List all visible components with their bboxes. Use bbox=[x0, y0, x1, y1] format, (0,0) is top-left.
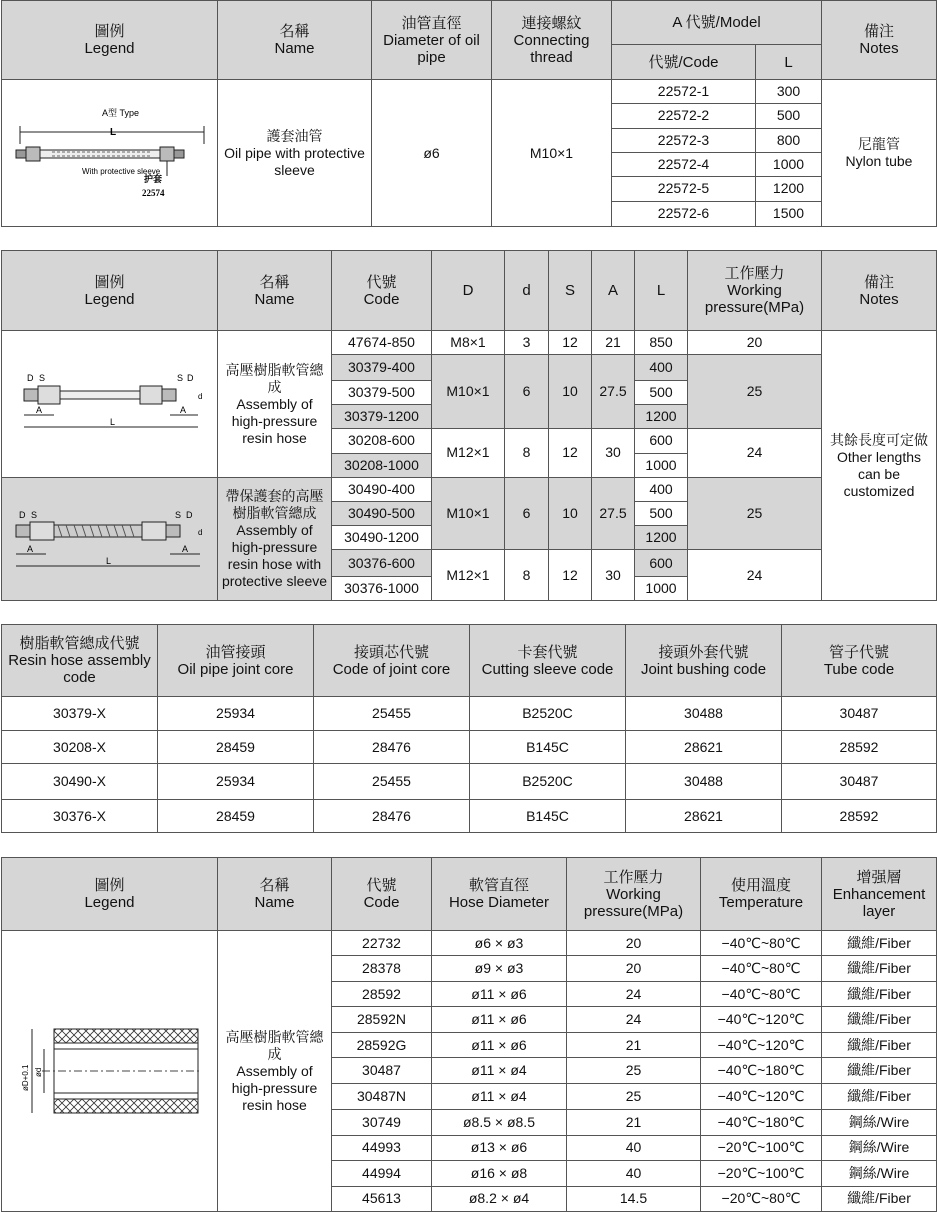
table-cell: 纖維/Fiber bbox=[822, 931, 937, 956]
L-cell: 400 bbox=[635, 478, 688, 502]
resin-hose-spec-table bbox=[1, 857, 937, 1212]
table-cell: 40 bbox=[567, 1135, 701, 1160]
svg-text:ød: ød bbox=[34, 1067, 43, 1077]
legend-resin-hose-illustration bbox=[2, 331, 218, 478]
table-cell: −40℃~80℃ bbox=[701, 982, 822, 1007]
code-cell: 22572-5 bbox=[612, 177, 756, 201]
table-cell: 25934 bbox=[158, 764, 314, 800]
table-cell: 25455 bbox=[314, 764, 470, 800]
table-cell: B2520C bbox=[470, 697, 626, 731]
svg-text:L: L bbox=[110, 417, 116, 427]
svg-text:D: D bbox=[27, 373, 34, 383]
A-cell: 21 bbox=[592, 331, 635, 355]
table-cell: 20 bbox=[567, 931, 701, 956]
header-name: 名稱 Name bbox=[218, 1, 372, 80]
table-cell: 鋼絲/Wire bbox=[822, 1135, 937, 1160]
table-cell: 40 bbox=[567, 1160, 701, 1186]
code-cell: 30208-1000 bbox=[332, 454, 432, 478]
d-cell: 6 bbox=[505, 478, 549, 550]
header-notes: 備注 Notes bbox=[822, 1, 937, 80]
L-cell: 600 bbox=[635, 550, 688, 577]
svg-text:D: D bbox=[186, 510, 193, 520]
d-cell: 8 bbox=[505, 428, 549, 478]
header-thread: 連接螺紋 Connecting thread bbox=[492, 1, 612, 80]
length-cell: 1500 bbox=[756, 201, 822, 226]
table-cell: 30487 bbox=[782, 764, 937, 800]
header-joint-core: 油管接頭 Oil pipe joint core bbox=[158, 625, 314, 697]
S-cell: 12 bbox=[549, 550, 592, 601]
table-cell: 30487 bbox=[782, 697, 937, 731]
table-cell: 28476 bbox=[314, 731, 470, 764]
svg-text:A: A bbox=[182, 544, 189, 554]
table-cell: 28476 bbox=[314, 800, 470, 833]
code-cell: 47674-850 bbox=[332, 331, 432, 355]
svg-text:D: D bbox=[19, 510, 26, 520]
header-working-pressure: 工作壓力 Working pressure(MPa) bbox=[688, 251, 822, 331]
table-cell: 纖維/Fiber bbox=[822, 1186, 937, 1211]
table-cell: −20℃~100℃ bbox=[701, 1160, 822, 1186]
table-cell: 30376-X bbox=[2, 800, 158, 833]
header-notes: 備注 Notes bbox=[822, 251, 937, 331]
code-cell: 22572-1 bbox=[612, 80, 756, 104]
table-cell: 纖維/Fiber bbox=[822, 982, 937, 1007]
name-high-pressure-resin-hose: 高壓樹脂軟管總成 Assembly of high-pressure resin hose bbox=[218, 331, 332, 478]
L-cell: 850 bbox=[635, 331, 688, 355]
table-cell: 30487N bbox=[332, 1084, 432, 1109]
table-cell: ø11 × ø6 bbox=[432, 982, 567, 1007]
header-joint-bushing: 接頭外套代號 Joint bushing code bbox=[626, 625, 782, 697]
table-cell: 14.5 bbox=[567, 1186, 701, 1211]
D-cell: M12×1 bbox=[432, 550, 505, 601]
svg-text:L: L bbox=[106, 556, 112, 566]
S-cell: 12 bbox=[549, 331, 592, 355]
table-cell: 25455 bbox=[314, 697, 470, 731]
svg-text:A: A bbox=[27, 544, 34, 554]
table-cell: ø11 × ø4 bbox=[432, 1058, 567, 1084]
table-cell: 纖維/Fiber bbox=[822, 1033, 937, 1058]
L-cell: 1200 bbox=[635, 526, 688, 550]
svg-text:S: S bbox=[31, 510, 38, 520]
length-cell: 800 bbox=[756, 128, 822, 152]
table-cell: ø13 × ø6 bbox=[432, 1135, 567, 1160]
table-cell: 30488 bbox=[626, 764, 782, 800]
code-cell: 22572-6 bbox=[612, 201, 756, 226]
header-l: L bbox=[756, 45, 822, 80]
legend-hose-cross-section bbox=[2, 931, 218, 1212]
A-cell: 27.5 bbox=[592, 478, 635, 550]
length-cell: 1200 bbox=[756, 177, 822, 201]
table-cell: ø9 × ø3 bbox=[432, 956, 567, 982]
assembly-parts-table bbox=[1, 624, 937, 833]
svg-text:22574: 22574 bbox=[142, 188, 165, 198]
table-cell: 25 bbox=[567, 1084, 701, 1109]
svg-text:S: S bbox=[39, 373, 46, 383]
hose-cross-section-drawing bbox=[2, 931, 218, 1211]
legend-sleeved-hose-illustration bbox=[2, 478, 218, 601]
pressure-cell: 24 bbox=[688, 550, 822, 601]
length-cell: 1000 bbox=[756, 152, 822, 176]
header-name: 名稱 Name bbox=[218, 858, 332, 931]
table-cell: 28592N bbox=[332, 1007, 432, 1033]
header-D: D bbox=[432, 251, 505, 331]
table-cell: −40℃~80℃ bbox=[701, 931, 822, 956]
table-cell: 30379-X bbox=[2, 697, 158, 731]
svg-text:护套: 护套 bbox=[144, 174, 163, 184]
header-code: 代號 Code bbox=[332, 251, 432, 331]
code-cell: 22572-3 bbox=[612, 128, 756, 152]
code-cell: 30379-400 bbox=[332, 355, 432, 381]
code-cell: 30208-600 bbox=[332, 428, 432, 454]
header-joint-core-code: 接頭芯代號 Code of joint core bbox=[314, 625, 470, 697]
code-cell: 22572-4 bbox=[612, 152, 756, 176]
table-cell: 21 bbox=[567, 1109, 701, 1135]
table-cell: 28621 bbox=[626, 731, 782, 764]
header-assembly-code: 樹脂軟管總成代號 Resin hose assembly code bbox=[2, 625, 158, 697]
resin-hose-assembly-table bbox=[1, 250, 937, 601]
svg-text:A: A bbox=[180, 405, 187, 415]
header-temperature: 使用溫度 Temperature bbox=[701, 858, 822, 931]
table-cell: 24 bbox=[567, 982, 701, 1007]
table-row bbox=[2, 731, 937, 764]
table-cell: ø6 × ø3 bbox=[432, 931, 567, 956]
pressure-cell: 20 bbox=[688, 331, 822, 355]
table-cell: ø11 × ø4 bbox=[432, 1084, 567, 1109]
name-oil-pipe-sleeve: 護套油管 Oil pipe with protective sleeve bbox=[218, 80, 372, 227]
table-cell: 45613 bbox=[332, 1186, 432, 1211]
table-cell: 28459 bbox=[158, 731, 314, 764]
notes-other-lengths: 其餘長度可定做 Other lengths can be customized bbox=[822, 331, 937, 601]
table-cell: 30490-X bbox=[2, 764, 158, 800]
table-cell: 纖維/Fiber bbox=[822, 1084, 937, 1109]
table-cell: ø8.2 × ø4 bbox=[432, 1186, 567, 1211]
oil-pipe-sleeve-table bbox=[1, 0, 937, 227]
code-cell: 30376-1000 bbox=[332, 577, 432, 601]
table-cell: 鋼絲/Wire bbox=[822, 1109, 937, 1135]
table-cell: 44994 bbox=[332, 1160, 432, 1186]
table-cell: 28592 bbox=[332, 982, 432, 1007]
table-cell: 纖維/Fiber bbox=[822, 956, 937, 982]
svg-text:D: D bbox=[187, 373, 194, 383]
table-cell: −40℃~120℃ bbox=[701, 1033, 822, 1058]
svg-text:S: S bbox=[175, 510, 182, 520]
length-cell: 500 bbox=[756, 104, 822, 128]
table-cell: B145C bbox=[470, 731, 626, 764]
d-cell: 3 bbox=[505, 331, 549, 355]
table-cell: ø11 × ø6 bbox=[432, 1007, 567, 1033]
table-row bbox=[2, 697, 937, 731]
svg-text:L: L bbox=[110, 127, 117, 138]
header-code: 代號/Code bbox=[612, 45, 756, 80]
code-cell: 30376-600 bbox=[332, 550, 432, 577]
table-cell: 纖維/Fiber bbox=[822, 1058, 937, 1084]
notes-nylon: 尼龍管 Nylon tube bbox=[822, 80, 937, 227]
D-cell: M10×1 bbox=[432, 478, 505, 550]
L-cell: 1000 bbox=[635, 577, 688, 601]
header-code: 代號 Code bbox=[332, 858, 432, 931]
table-cell: 25 bbox=[567, 1058, 701, 1084]
table-row bbox=[2, 800, 937, 833]
L-cell: 500 bbox=[635, 380, 688, 404]
svg-text:S: S bbox=[177, 373, 184, 383]
header-name: 名稱 Name bbox=[218, 251, 332, 331]
table-cell: 28592 bbox=[782, 731, 937, 764]
d-cell: 8 bbox=[505, 550, 549, 601]
svg-text:With protective sleeve: With protective sleeve bbox=[82, 167, 161, 176]
header-cutting-sleeve: 卡套代號 Cutting sleeve code bbox=[470, 625, 626, 697]
table-cell: 22732 bbox=[332, 931, 432, 956]
L-cell: 500 bbox=[635, 502, 688, 526]
A-cell: 30 bbox=[592, 428, 635, 478]
table-cell: B2520C bbox=[470, 764, 626, 800]
header-tube-code: 管子代號 Tube code bbox=[782, 625, 937, 697]
table-cell: −20℃~80℃ bbox=[701, 1186, 822, 1211]
table-cell: 25934 bbox=[158, 697, 314, 731]
code-cell: 30379-500 bbox=[332, 380, 432, 404]
table-cell: 20 bbox=[567, 956, 701, 982]
table-cell: −40℃~180℃ bbox=[701, 1109, 822, 1135]
svg-text:A: A bbox=[36, 405, 43, 415]
code-cell: 30490-400 bbox=[332, 478, 432, 502]
legend-a-type-illustration bbox=[2, 80, 218, 227]
header-legend: 圖例 Legend bbox=[2, 1, 218, 80]
header-model: A 代號/Model bbox=[612, 1, 822, 45]
table-cell: ø11 × ø6 bbox=[432, 1033, 567, 1058]
header-legend: 圖例 Legend bbox=[2, 251, 218, 331]
sleeved-hose-drawing bbox=[2, 478, 218, 600]
table-cell: ø16 × ø8 bbox=[432, 1160, 567, 1186]
table-cell: B145C bbox=[470, 800, 626, 833]
header-diameter: 油管直徑 Diameter of oil pipe bbox=[372, 1, 492, 80]
header-working-pressure: 工作壓力 Working pressure(MPa) bbox=[567, 858, 701, 931]
table-cell: −40℃~80℃ bbox=[701, 956, 822, 982]
code-cell: 30490-500 bbox=[332, 502, 432, 526]
L-cell: 1000 bbox=[635, 454, 688, 478]
table-cell: 28459 bbox=[158, 800, 314, 833]
table-cell: 鋼絲/Wire bbox=[822, 1160, 937, 1186]
table-row bbox=[2, 931, 937, 956]
D-cell: M10×1 bbox=[432, 355, 505, 429]
table-cell: 24 bbox=[567, 1007, 701, 1033]
code-cell: 22572-2 bbox=[612, 104, 756, 128]
S-cell: 10 bbox=[549, 478, 592, 550]
header-A: A bbox=[592, 251, 635, 331]
thread-value: M10×1 bbox=[492, 80, 612, 227]
table-cell: 28378 bbox=[332, 956, 432, 982]
svg-text:øD+0.1: øD+0.1 bbox=[21, 1064, 30, 1091]
D-cell: M12×1 bbox=[432, 428, 505, 478]
table-cell: 28592 bbox=[782, 800, 937, 833]
a-type-pipe-drawing bbox=[2, 80, 218, 226]
table-cell: −40℃~120℃ bbox=[701, 1007, 822, 1033]
table-row bbox=[2, 764, 937, 800]
pressure-cell: 25 bbox=[688, 478, 822, 550]
header-hose-diameter: 軟管直徑 Hose Diameter bbox=[432, 858, 567, 931]
S-cell: 12 bbox=[549, 428, 592, 478]
D-cell: M8×1 bbox=[432, 331, 505, 355]
name-sleeved-resin-hose: 帶保護套的高壓樹脂軟管總成 Assembly of high-pressure resin hose with protective sleeve bbox=[218, 478, 332, 601]
resin-hose-drawing bbox=[2, 331, 218, 477]
table-cell: −40℃~120℃ bbox=[701, 1084, 822, 1109]
table-cell: 28592G bbox=[332, 1033, 432, 1058]
table-cell: −40℃~180℃ bbox=[701, 1058, 822, 1084]
d-cell: 6 bbox=[505, 355, 549, 429]
header-d: d bbox=[505, 251, 549, 331]
table-cell: 30487 bbox=[332, 1058, 432, 1084]
header-enhancement-layer: 增强層 Enhancement layer bbox=[822, 858, 937, 931]
svg-text:d: d bbox=[198, 392, 203, 401]
table-cell: 30749 bbox=[332, 1109, 432, 1135]
A-cell: 27.5 bbox=[592, 355, 635, 429]
table-cell: 纖維/Fiber bbox=[822, 1007, 937, 1033]
code-cell: 30379-1200 bbox=[332, 404, 432, 428]
L-cell: 1200 bbox=[635, 404, 688, 428]
table-cell: 44993 bbox=[332, 1135, 432, 1160]
diameter-value: ø6 bbox=[372, 80, 492, 227]
pressure-cell: 25 bbox=[688, 355, 822, 429]
table-cell: 30488 bbox=[626, 697, 782, 731]
table-cell: ø8.5 × ø8.5 bbox=[432, 1109, 567, 1135]
pressure-cell: 24 bbox=[688, 428, 822, 478]
name-high-pressure-resin-hose: 高壓樹脂軟管總成 Assembly of high-pressure resin hose bbox=[218, 931, 332, 1212]
header-S: S bbox=[549, 251, 592, 331]
svg-text:d: d bbox=[198, 528, 203, 537]
header-L: L bbox=[635, 251, 688, 331]
header-legend: 圖例 Legend bbox=[2, 858, 218, 931]
A-cell: 30 bbox=[592, 550, 635, 601]
L-cell: 400 bbox=[635, 355, 688, 381]
length-cell: 300 bbox=[756, 80, 822, 104]
S-cell: 10 bbox=[549, 355, 592, 429]
svg-text:A型 Type: A型 Type bbox=[102, 108, 140, 118]
L-cell: 600 bbox=[635, 428, 688, 454]
table-cell: 21 bbox=[567, 1033, 701, 1058]
table-cell: −20℃~100℃ bbox=[701, 1135, 822, 1160]
table-cell: 28621 bbox=[626, 800, 782, 833]
code-cell: 30490-1200 bbox=[332, 526, 432, 550]
table-cell: 30208-X bbox=[2, 731, 158, 764]
